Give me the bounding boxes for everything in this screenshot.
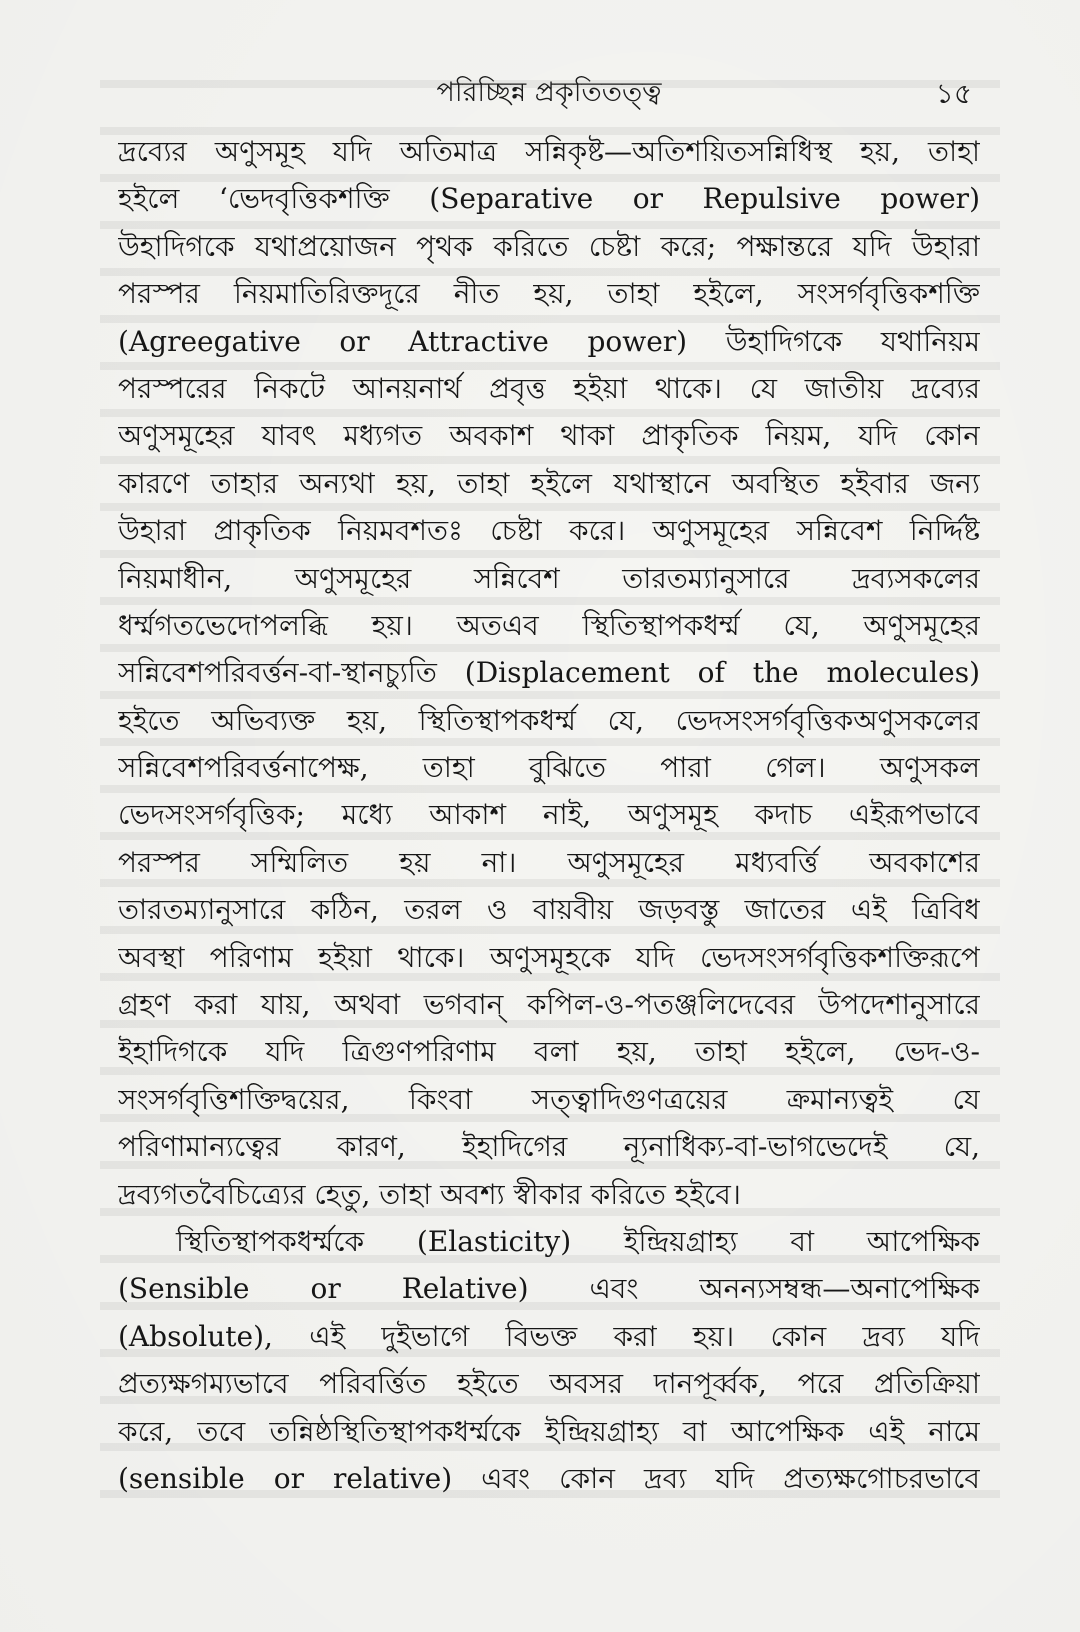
body-text	[118, 128, 980, 1502]
text-line: পরিণামান্যত্বের কারণ, ইহাদিগের ন্যূনাধিক্য-বা-ভাগভেদেই যে,	[118, 1130, 980, 1164]
text-line: উহারা প্রাকৃতিক নিয়মবশতঃ চেষ্টা করে। অণুসমূহের সন্নিবেশ নির্দ্দিষ্ট	[118, 514, 980, 548]
paragraph-2	[118, 1218, 980, 1502]
text-line: স্থিতিস্থাপকধর্ম্মকে (Elasticity) ইন্দ্রিয়গ্রাহ্য বা আপেক্ষিক	[176, 1224, 980, 1258]
running-head: পরিচ্ছিন্ন প্রকৃতিতত্ত্ব	[436, 77, 662, 108]
text-line: উহাদিগকে যথাপ্রয়োজন পৃথক করিতে চেষ্টা করে; পক্ষান্তরে যদি উহারা	[118, 229, 980, 263]
text-line: (Absolute), এই দুইভাগে বিভক্ত করা হয়। কোন দ্রব্য যদি	[118, 1319, 980, 1353]
text-line: কারণে তাহার অন্যথা হয়, তাহা হইলে যথাস্থানে অবস্থিত হইবার জন্য	[118, 466, 980, 500]
text-line: ভেদসংসর্গবৃত্তিক; মধ্যে আকাশ নাই, অণুসমূহ কদাচ এইরূপভাবে	[118, 798, 980, 832]
text-line: দ্রব্যগতবৈচিত্র্যের হেতু, তাহা অবশ্য স্বীকার করিতে হইবে।	[118, 1177, 741, 1211]
text-line: ধর্ম্মগতভেদোপলব্ধি হয়। অতএব স্থিতিস্থাপকধর্ম্ম যে, অণুসমূহের	[118, 608, 980, 642]
text-line: নিয়মাধীন, অণুসমূহের সন্নিবেশ তারতম্যানুসারে দ্রব্যসকলের	[118, 561, 980, 595]
text-line: সংসর্গবৃত্তিশক্তিদ্বয়ের, কিংবা সত্ত্বাদিগুণত্রয়ের ক্রমান্যত্বই যে	[118, 1082, 980, 1116]
text-line: পরস্পর নিয়মাতিরিক্তদূরে নীত হয়, তাহা হইলে, সংসর্গবৃত্তিকশক্তি	[118, 277, 980, 311]
text-line: প্রত্যক্ষগম্যভাবে পরিবর্ত্তিত হইতে অবসর দানপূর্ব্বক, পরে প্রতিক্রিয়া	[118, 1367, 980, 1401]
text-line: অণুসমূহের যাবৎ মধ্যগত অবকাশ থাকা প্রাকৃতিক নিয়ম, যদি কোন	[118, 419, 980, 453]
text-line: হইলে ‘ভেদবৃত্তিকশক্তি (Separative or Repulsive power)	[118, 182, 980, 216]
text-line: সন্নিবেশপরিবর্ত্তন-বা-স্থানচ্যুতি (Displacement of the molecules)	[118, 656, 980, 690]
text-line: সন্নিবেশপরিবর্ত্তনাপেক্ষ, তাহা বুঝিতে পারা গেল। অণুসকল	[118, 751, 980, 785]
text-line: দ্রব্যের অণুসমূহ যদি অতিমাত্র সন্নিকৃষ্ট—অতিশয়িতসন্নিধিস্থ হয়, তাহা	[118, 135, 980, 168]
page-header	[118, 72, 980, 116]
text-line: পরস্পর সম্মিলিত হয় না। অণুসমূহের মধ্যবর্ত্তি অবকাশের	[118, 845, 980, 879]
page-number: ১৫	[935, 77, 972, 110]
text-line: হইতে অভিব্যক্ত হয়, স্থিতিস্থাপকধর্ম্ম যে, ভেদসংসর্গবৃত্তিকঅণুসকলের	[118, 703, 980, 737]
text-line: তারতম্যানুসারে কঠিন, তরল ও বায়বীয় জড়বস্তু জাতের এই ত্রিবিধ	[118, 893, 980, 927]
text-line: গ্রহণ করা যায়, অথবা ভগবান্ কপিল-ও-পতঞ্জলিদেবের উপদেশানুসারে	[118, 988, 980, 1022]
text-line: (sensible or relative) এবং কোন দ্রব্য যদি প্রত্যক্ষগোচরভাবে	[118, 1461, 980, 1495]
text-line: অবস্থা পরিণাম হইয়া থাকে। অণুসমূহকে যদি ভেদসংসর্গবৃত্তিকশক্তিরূপে	[118, 940, 980, 974]
text-line: পরস্পরের নিকটে আনয়নার্থ প্রবৃত্ত হইয়া থাকে। যে জাতীয় দ্রব্যের	[118, 371, 980, 405]
text-line: করে, তবে তন্নিষ্ঠস্থিতিস্থাপকধর্ম্মকে ইন্দ্রিয়গ্রাহ্য বা আপেক্ষিক এই নামে	[118, 1414, 980, 1448]
text-line: (Sensible or Relative) এবং অনন্যসম্বন্ধ—অনাপেক্ষিক	[118, 1272, 980, 1306]
text-line: ইহাদিগকে যদি ত্রিগুণপরিণাম বলা হয়, তাহা হইলে, ভেদ-ও-	[118, 1035, 980, 1069]
text-line: (Agreegative or Attractive power) উহাদিগকে যথানিয়ম	[118, 324, 980, 358]
paragraph-1	[118, 128, 980, 1218]
